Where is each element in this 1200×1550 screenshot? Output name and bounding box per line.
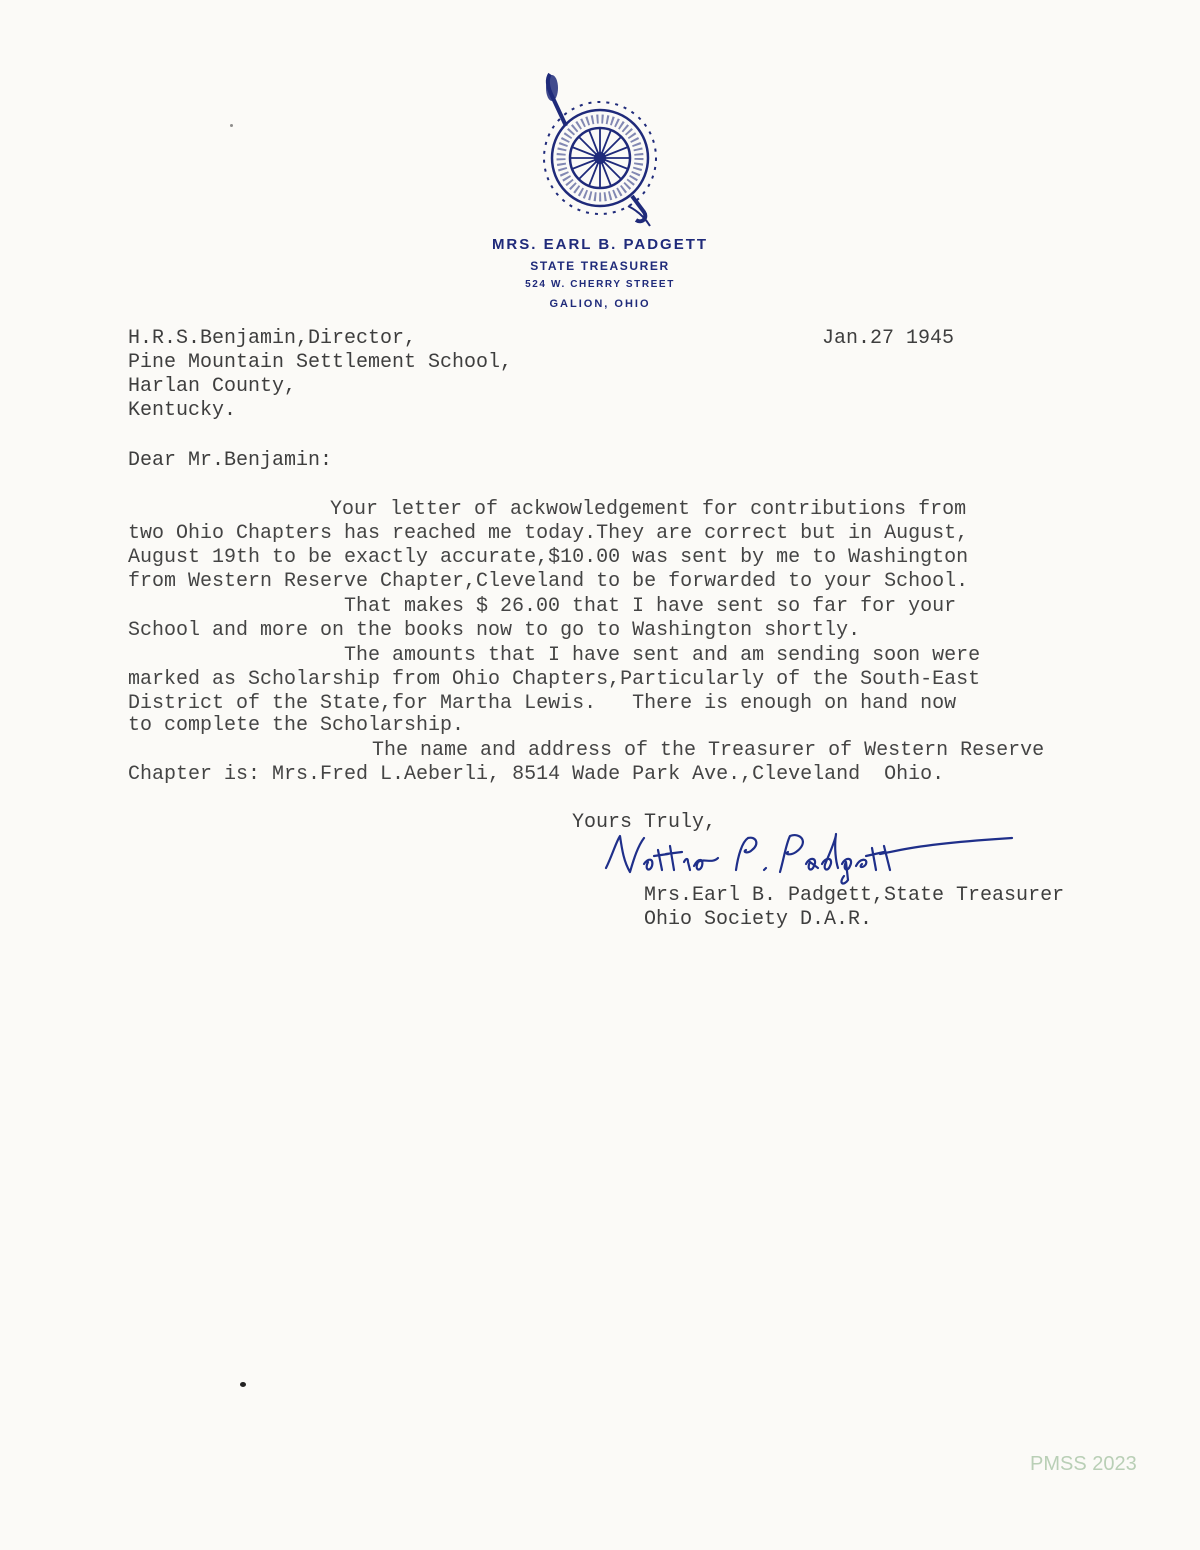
- signature-organization: Ohio Society D.A.R.: [644, 908, 873, 931]
- ink-speck: [240, 1382, 246, 1387]
- ink-speck: [230, 124, 233, 127]
- letterhead-street: 524 W. CHERRY STREET: [525, 279, 675, 290]
- salutation: Dear Mr.Benjamin:: [128, 449, 333, 472]
- body-line: The name and address of the Treasurer of Western Reserve: [372, 739, 1045, 762]
- handwritten-signature: [600, 828, 1030, 888]
- signature-name-title: Mrs.Earl B. Padgett,State Treasurer: [644, 884, 1065, 907]
- body-line: District of the State,for Martha Lewis. There is enough on hand now: [128, 692, 957, 715]
- body-line: Chapter is: Mrs.Fred L.Aeberli, 8514 Wade Park Ave.,Cleveland Ohio.: [128, 763, 945, 786]
- letterhead-name: MRS. EARL B. PADGETT: [491, 236, 709, 253]
- letter-date: Jan.27 1945: [822, 327, 955, 350]
- letterhead-title: STATE TREASURER: [530, 259, 670, 273]
- body-line: to complete the Scholarship.: [128, 714, 465, 737]
- body-line: two Ohio Chapters has reached me today.They are correct but in August,: [128, 522, 969, 545]
- body-line: That makes $ 26.00 that I have sent so far for your: [344, 595, 957, 618]
- body-line: The amounts that I have sent and am sending soon were: [344, 644, 981, 667]
- recipient-line: H.R.S.Benjamin,Director,: [128, 327, 417, 350]
- letterhead-city: GALION, OHIO: [549, 298, 651, 310]
- recipient-line: Pine Mountain Settlement School,: [128, 351, 513, 374]
- dar-seal-logo: [532, 70, 668, 230]
- body-line: marked as Scholarship from Ohio Chapters,Particularly of the South-East: [128, 668, 981, 691]
- closing: Yours Truly,: [572, 811, 717, 834]
- recipient-line: Kentucky.: [128, 399, 237, 422]
- body-line: Your letter of ackwowledgement for contributions from: [330, 498, 967, 521]
- body-line: from Western Reserve Chapter,Cleveland to be forwarded to your School.: [128, 570, 969, 593]
- recipient-line: Harlan County,: [128, 375, 297, 398]
- watermark: PMSS 2023: [1030, 1453, 1137, 1475]
- body-line: School and more on the books now to go to Washington shortly.: [128, 619, 861, 642]
- body-line: August 19th to be exactly accurate,$10.00 was sent by me to Washington: [128, 546, 969, 569]
